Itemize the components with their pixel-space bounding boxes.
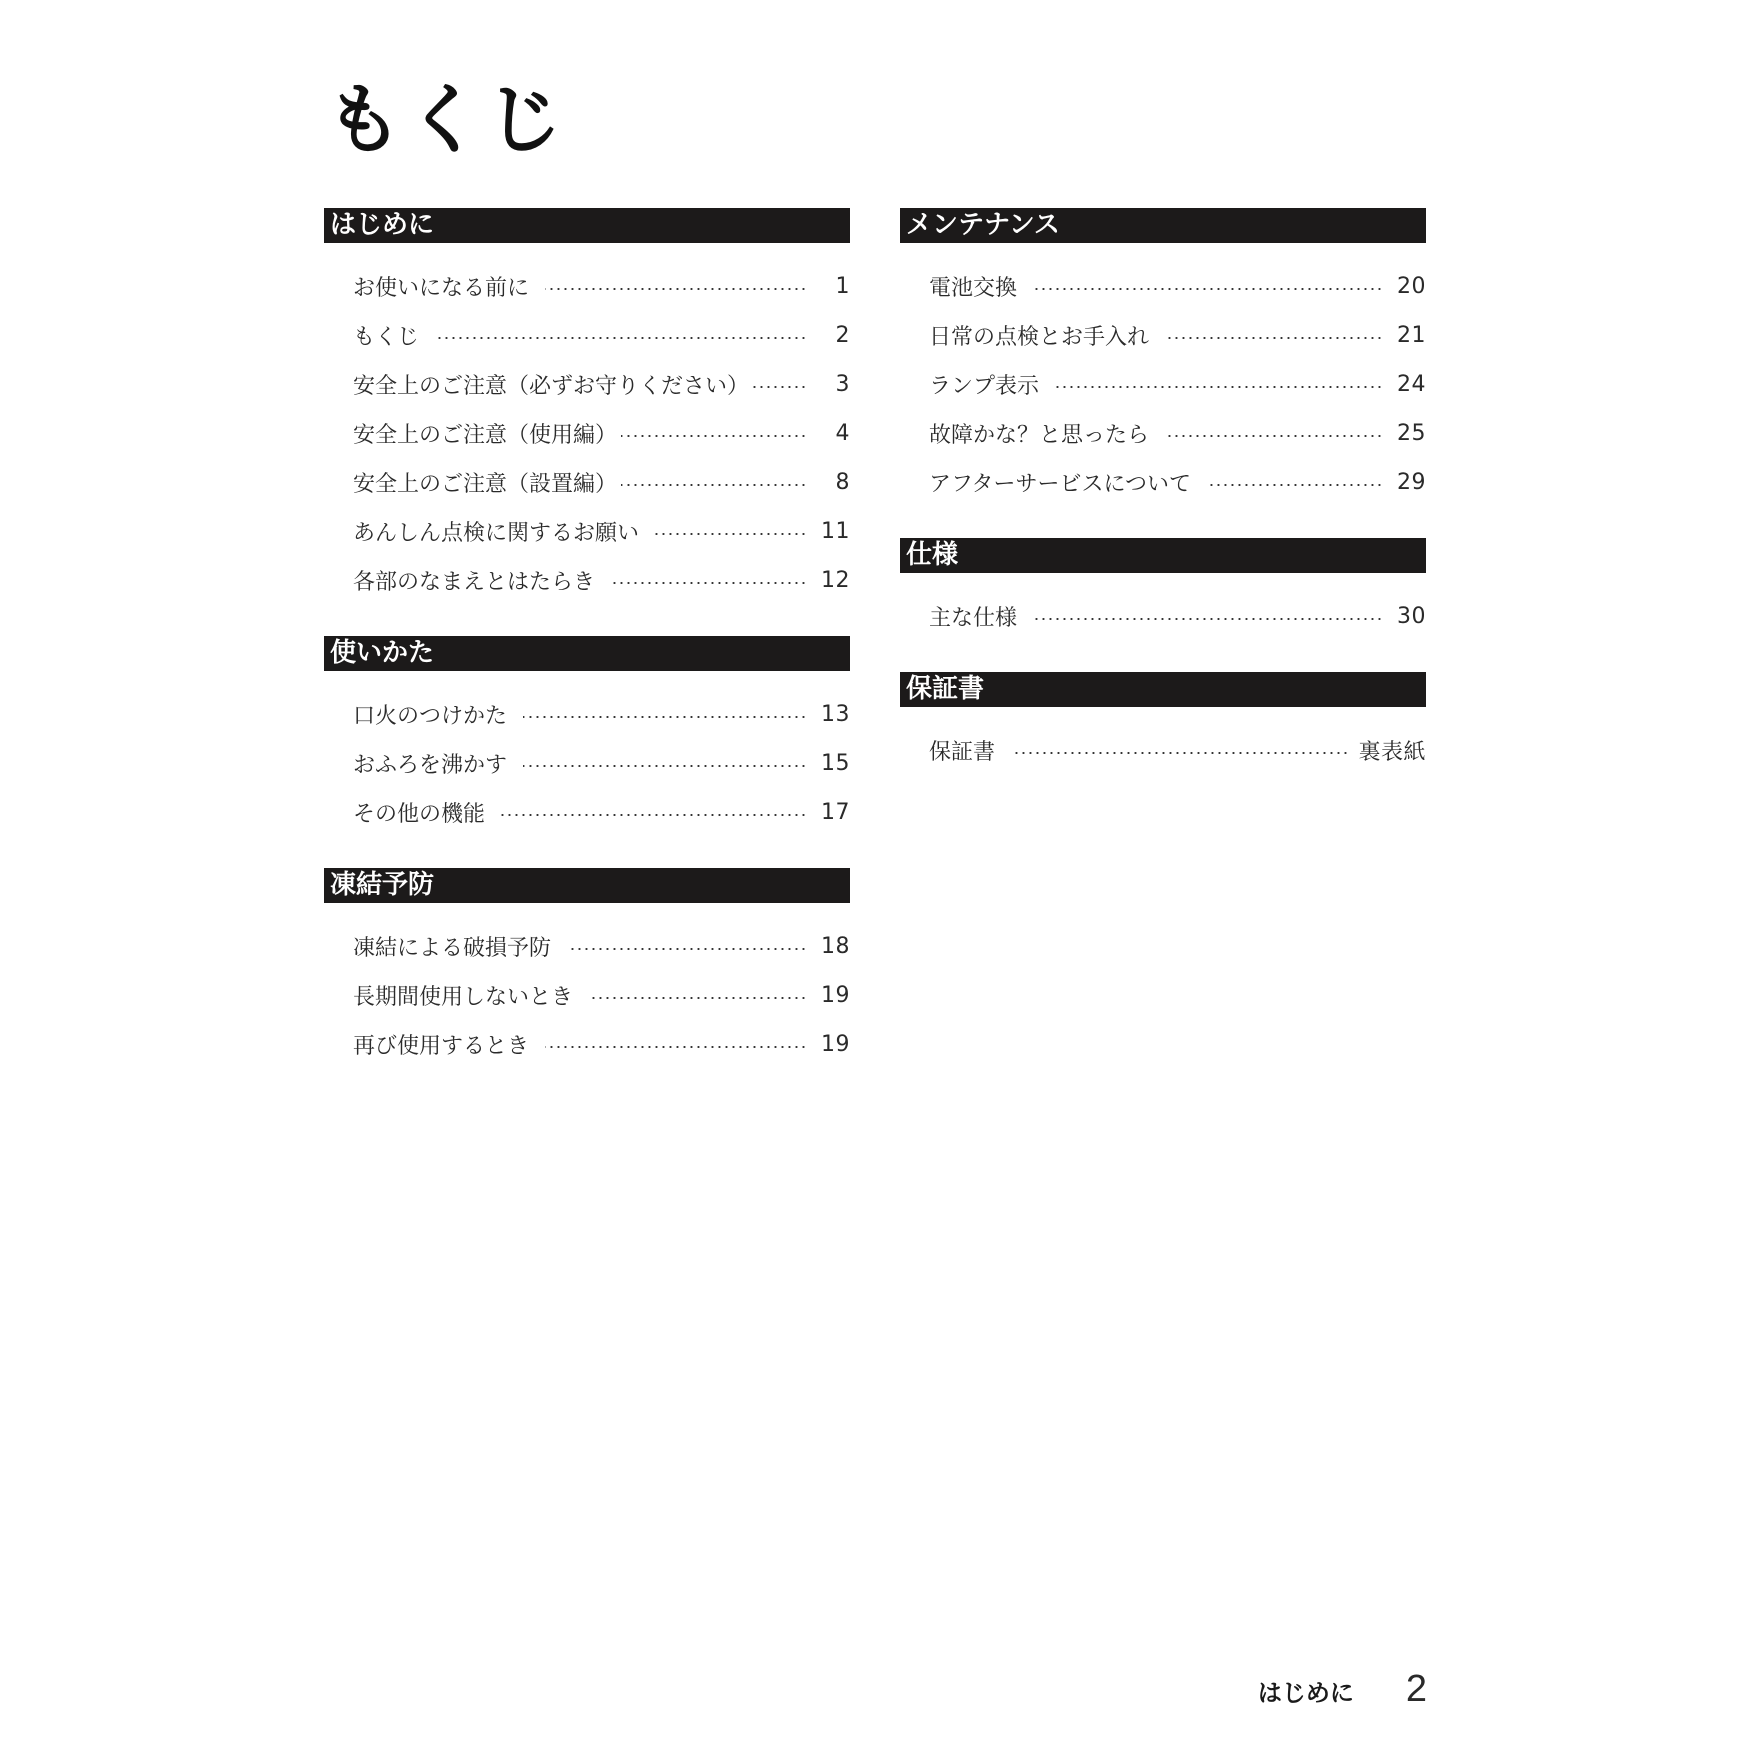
entry-page: 1 [835,274,850,299]
toc-entry[interactable] [324,507,850,556]
entry-page: 13 [821,702,850,727]
entry-title: 長期間使用しないとき [353,985,574,1010]
entry-title: 主な仕様 [929,606,1018,631]
footer-page-number: 2 [1405,1668,1427,1710]
toc-section [324,636,850,837]
toc-entry[interactable] [900,409,1426,458]
toc-entry[interactable] [900,726,1426,775]
toc-entry[interactable] [900,592,1426,641]
dot-leader [523,765,807,767]
toc-section [900,672,1426,775]
entry-title: 保証書 [929,740,996,765]
dot-leader [1055,386,1383,388]
toc-entry[interactable] [324,1020,850,1069]
section-header: 凍結予防 [324,868,850,903]
entry-page: 21 [1397,323,1426,348]
dot-leader [655,533,807,535]
entry-title: 各部のなまえとはたらき [353,570,596,595]
entry-title: 口火のつけかた [353,704,508,729]
entry-title: あんしん点検に関するお願い [353,521,640,546]
dot-leader [753,386,807,388]
entry-page: 25 [1397,421,1426,446]
entry-page: 2 [835,323,850,348]
entry-title: 再び使用するとき [353,1034,530,1059]
toc-entry[interactable] [324,690,850,739]
entry-title: アフターサービスについて [929,472,1192,497]
page-title: もくじ [326,75,566,164]
entry-title: 安全上のご注意（使用編） [353,423,618,448]
footer-section-label: はじめに [1257,1679,1354,1707]
toc-section [900,208,1426,507]
entry-title: その他の機能 [353,802,486,827]
toc-entry[interactable] [324,556,850,605]
toc-entry[interactable] [324,739,850,788]
entry-page: 8 [835,470,850,495]
dot-leader [611,582,807,584]
entry-page: 30 [1397,604,1426,629]
dot-leader [435,337,807,339]
toc-entry[interactable] [324,360,850,409]
dot-leader [1165,337,1383,339]
entry-page: 裏表紙 [1358,740,1426,765]
dot-leader [545,1046,807,1048]
entry-title: ランプ表示 [929,374,1040,399]
toc-entry[interactable] [324,311,850,360]
dot-leader [1165,435,1383,437]
section-header: 使いかた [324,636,850,671]
entry-page: 4 [835,421,850,446]
entry-title: もくじ [353,325,420,350]
toc-entry[interactable] [324,971,850,1020]
dot-leader [501,814,807,816]
entry-page: 29 [1397,470,1426,495]
dot-leader [523,716,807,718]
dot-leader [1033,288,1383,290]
entry-title: 安全上のご注意（設置編） [353,472,618,497]
entry-title: 電池交換 [929,276,1018,301]
dot-leader [545,288,807,290]
entry-page: 15 [821,751,850,776]
toc-entry[interactable] [324,262,850,311]
entry-title: 安全上のご注意（必ずお守りください） [353,374,750,399]
entry-page: 19 [821,1032,850,1057]
toc-entry[interactable] [324,922,850,971]
section-header: 仕様 [900,538,1426,573]
dot-leader [589,997,807,999]
toc-entry[interactable] [900,262,1426,311]
entry-page: 20 [1397,274,1426,299]
entry-title: 凍結による破損予防 [353,936,552,961]
toc-entry[interactable] [900,311,1426,360]
dot-leader [1033,618,1383,620]
entry-title: 故障かな？と思ったら [929,423,1150,448]
entry-title: 日常の点検とお手入れ [929,325,1150,350]
toc-section [324,208,850,605]
entry-page: 24 [1397,372,1426,397]
toc-section [324,868,850,1069]
page-footer [1258,1668,1427,1711]
entry-page: 3 [835,372,850,397]
toc-left-column [324,208,850,1100]
section-header: はじめに [324,208,850,243]
dot-leader [567,948,807,950]
toc-entry[interactable] [324,409,850,458]
entry-page: 18 [821,934,850,959]
toc-entry[interactable] [900,360,1426,409]
toc-entry[interactable] [324,788,850,837]
entry-page: 19 [821,983,850,1008]
section-header: 保証書 [900,672,1426,707]
toc-entry[interactable] [900,458,1426,507]
toc-right-column [900,208,1426,806]
dot-leader [621,484,807,486]
entry-title: お使いになる前に [353,276,530,301]
dot-leader [621,435,807,437]
dot-leader [1011,752,1349,754]
entry-page: 12 [821,568,850,593]
entry-page: 17 [821,800,850,825]
toc-section [900,538,1426,641]
dot-leader [1207,484,1383,486]
entry-page: 11 [821,519,850,544]
toc-entry[interactable] [324,458,850,507]
section-header: メンテナンス [900,208,1426,243]
entry-title: おふろを沸かす [353,753,508,778]
